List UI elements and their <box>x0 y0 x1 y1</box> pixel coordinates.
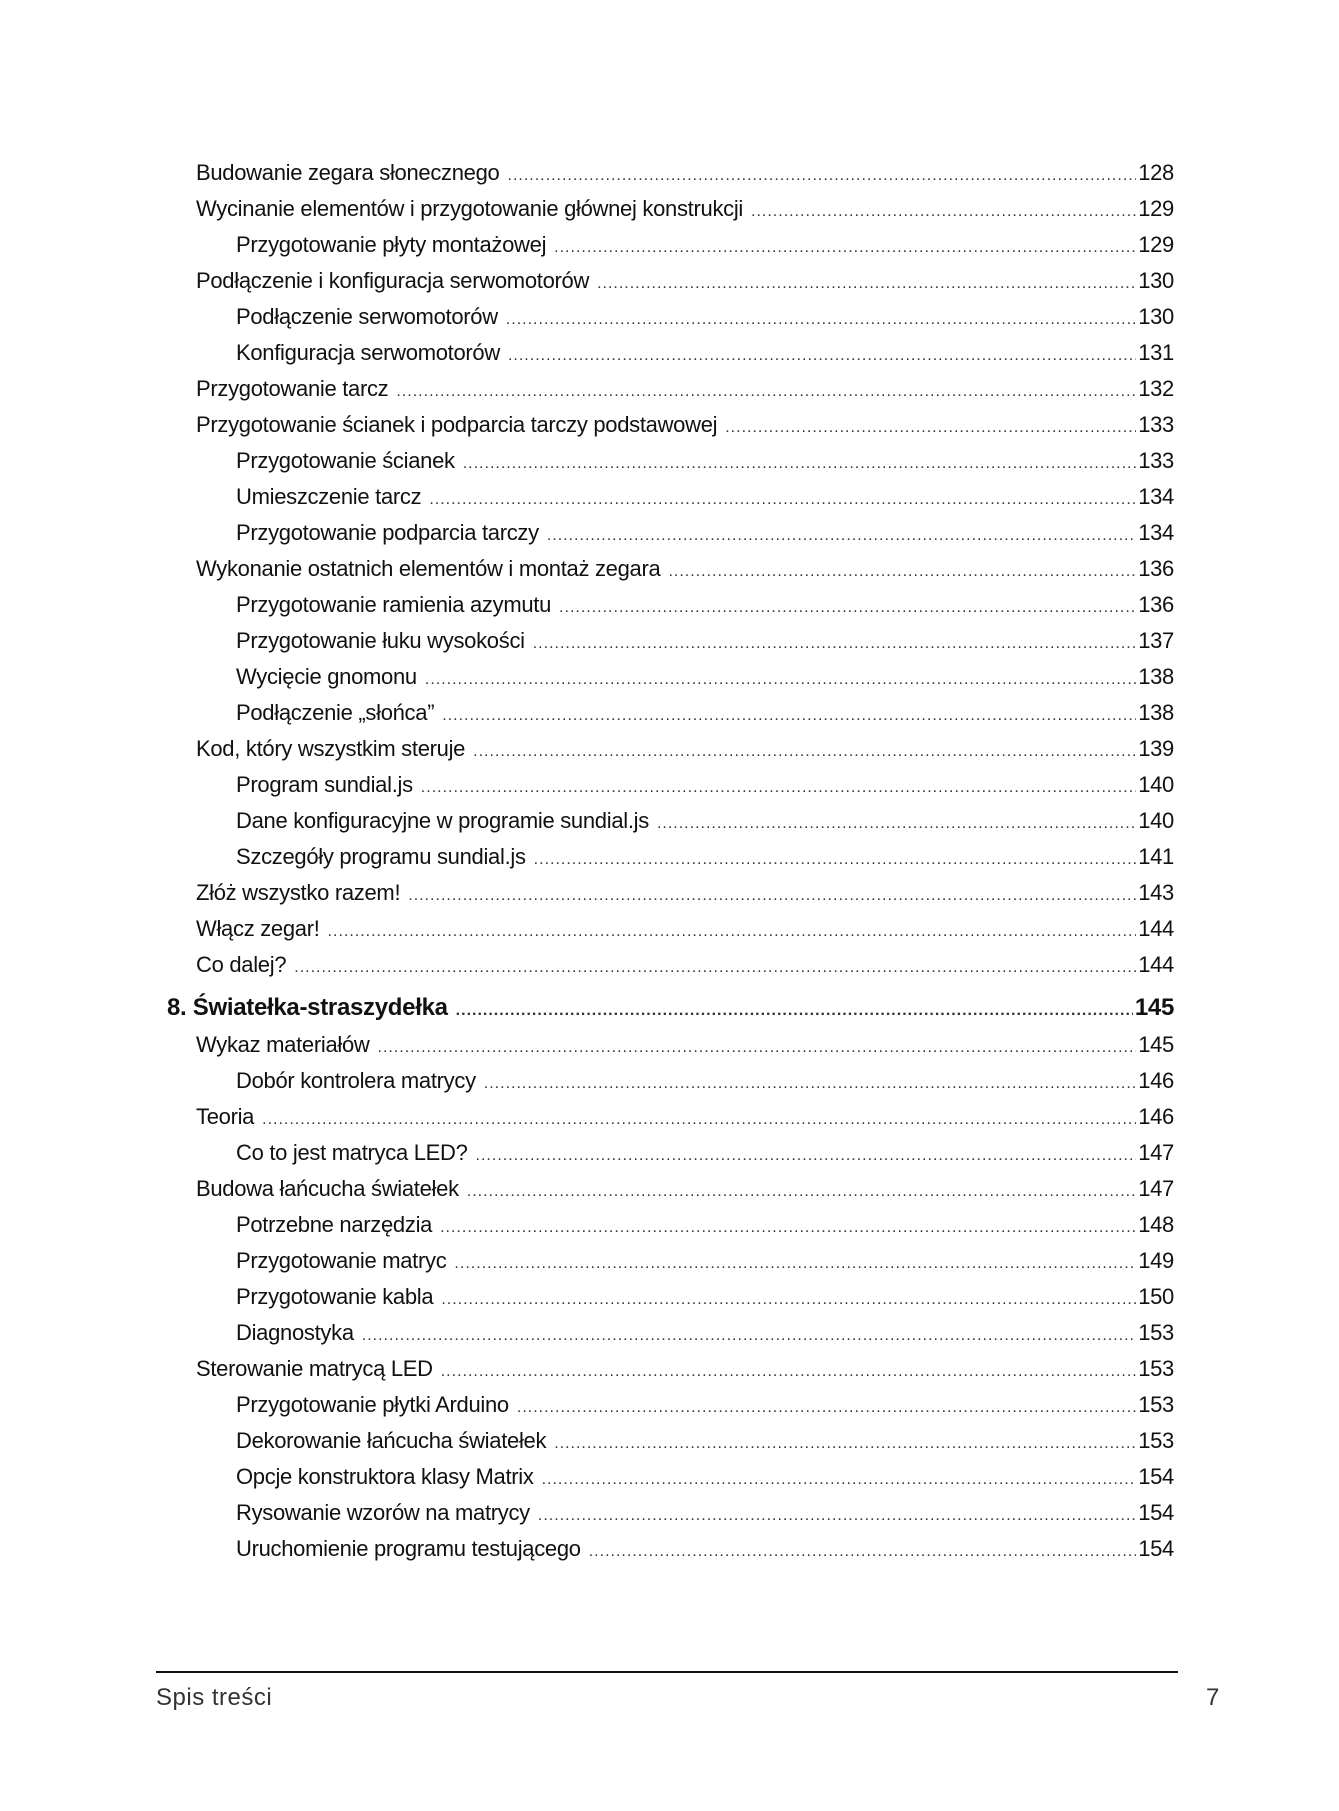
toc-dot-leader <box>508 338 1136 374</box>
toc-entry-page: 150 <box>1138 1284 1174 1309</box>
toc-dot-leader <box>554 1426 1136 1462</box>
toc-entry[interactable] <box>196 731 1174 767</box>
toc-entry-title: Umieszczenie tarcz <box>236 484 422 509</box>
toc-entry-title: Przygotowanie kabla <box>236 1284 434 1309</box>
toc-entry[interactable] <box>196 407 1174 443</box>
toc-subentry[interactable] <box>196 1459 1174 1495</box>
toc-entry-title: Przygotowanie ramienia azymutu <box>236 592 552 617</box>
toc-entry-title: Uruchomienie programu testującego <box>236 1536 581 1561</box>
toc-entry-title: Co dalej? <box>196 952 287 977</box>
footer-divider <box>156 1671 1178 1673</box>
toc-dot-leader <box>421 770 1136 806</box>
toc-entry-title: Dekorowanie łańcucha światełek <box>236 1428 547 1453</box>
toc-entry-title: Potrzebne narzędzia <box>236 1212 433 1237</box>
toc-dot-leader <box>262 1102 1136 1138</box>
toc-dot-leader <box>725 410 1136 446</box>
toc-entry[interactable] <box>196 191 1174 227</box>
toc-entry-title: Przygotowanie tarcz <box>196 376 389 401</box>
toc-subentry[interactable] <box>196 767 1174 803</box>
toc-entry-page: 149 <box>1138 1248 1174 1273</box>
toc-dot-leader <box>508 158 1137 194</box>
toc-entry-title: Opcje konstruktora klasy Matrix <box>236 1464 534 1489</box>
toc-dot-leader <box>441 1354 1136 1390</box>
toc-entry-page: 154 <box>1138 1464 1174 1489</box>
toc-chapter-heading[interactable] <box>167 983 1174 1027</box>
toc-entry-title: Przygotowanie matryc <box>236 1248 447 1273</box>
toc-entry-title: Konfiguracja serwomotorów <box>236 340 500 365</box>
toc-dot-leader <box>589 1534 1136 1570</box>
toc-dot-leader <box>454 1246 1136 1282</box>
toc-dot-leader <box>378 1030 1137 1066</box>
toc-entry[interactable] <box>196 1099 1174 1135</box>
toc-subentry[interactable] <box>196 587 1174 623</box>
toc-chapter-page: 145 <box>1134 994 1174 1021</box>
toc-dot-leader <box>425 662 1136 698</box>
toc-entry-title: Teoria <box>196 1104 255 1129</box>
toc-entry[interactable] <box>196 947 1174 983</box>
toc-entry-page: 140 <box>1138 772 1174 797</box>
toc-dot-leader <box>657 806 1136 842</box>
toc-entry-title: Budowa łańcucha światełek <box>196 1176 459 1201</box>
toc-entry-title: Szczegóły programu sundial.js <box>236 844 526 869</box>
toc-entry-page: 154 <box>1138 1536 1174 1561</box>
toc-subentry[interactable] <box>196 623 1174 659</box>
toc-entry[interactable] <box>196 911 1174 947</box>
toc-dot-leader <box>467 1174 1136 1210</box>
toc-dot-leader <box>476 1138 1137 1174</box>
toc-entry-page: 136 <box>1138 556 1174 581</box>
toc-dot-leader <box>506 302 1136 338</box>
toc-entry[interactable] <box>196 875 1174 911</box>
toc-subentry[interactable] <box>196 1063 1174 1099</box>
toc-dot-leader <box>538 1498 1136 1534</box>
toc-entry-page: 134 <box>1138 520 1174 545</box>
toc-dot-leader <box>542 1462 1137 1498</box>
toc-entry-page: 147 <box>1138 1140 1174 1165</box>
toc-subentry[interactable] <box>196 1495 1174 1531</box>
toc-entry-page: 136 <box>1138 592 1174 617</box>
toc-entry-title: Dobór kontrolera matrycy <box>236 1068 476 1093</box>
toc-entry[interactable] <box>196 371 1174 407</box>
toc-entry-title: Wycięcie gnomonu <box>236 664 417 689</box>
toc-entry-title: Przygotowanie płyty montażowej <box>236 232 547 257</box>
toc-entry-page: 133 <box>1138 448 1174 473</box>
toc-entry-page: 130 <box>1138 268 1174 293</box>
toc-dot-leader <box>440 1210 1136 1246</box>
toc-subentry[interactable] <box>196 299 1174 335</box>
toc-subentry[interactable] <box>196 1531 1174 1567</box>
toc-subentry[interactable] <box>196 839 1174 875</box>
toc-dot-leader <box>328 914 1137 950</box>
toc-dot-leader <box>362 1318 1136 1354</box>
toc-entry-title: Sterowanie matrycą LED <box>196 1356 433 1381</box>
toc-entry-page: 138 <box>1138 664 1174 689</box>
toc-entry-title: Przygotowanie podparcia tarczy <box>236 520 539 545</box>
toc-dot-leader <box>442 698 1136 734</box>
toc-subentry[interactable] <box>196 1279 1174 1315</box>
toc-entry[interactable] <box>196 1171 1174 1207</box>
toc-entry-title: Dane konfiguracyjne w programie sundial.js <box>236 808 649 833</box>
toc-entry-title: Kod, który wszystkim steruje <box>196 736 466 761</box>
toc-dot-leader <box>559 590 1136 626</box>
toc-entry-page: 148 <box>1138 1212 1174 1237</box>
toc-subentry[interactable] <box>196 1387 1174 1423</box>
toc-dot-leader <box>429 482 1136 518</box>
toc-dot-leader <box>408 878 1136 914</box>
toc-entry-title: Przygotowanie łuku wysokości <box>236 628 525 653</box>
footer-section-title: Spis treści <box>156 1684 273 1711</box>
toc-entry-page: 147 <box>1138 1176 1174 1201</box>
toc-entry-title: Diagnostyka <box>236 1320 354 1345</box>
toc-dot-leader <box>294 950 1136 986</box>
toc-dot-leader <box>547 518 1136 554</box>
toc-subentry[interactable] <box>196 1135 1174 1171</box>
toc-entry-page: 141 <box>1138 844 1174 869</box>
toc-entry-page: 144 <box>1138 952 1174 977</box>
toc-entry-page: 138 <box>1138 700 1174 725</box>
toc-entry-title: Podłączenie serwomotorów <box>236 304 498 329</box>
toc-subentry[interactable] <box>196 443 1174 479</box>
toc-entry-title: Co to jest matryca LED? <box>236 1140 468 1165</box>
toc-entry-title: Przygotowanie płytki Arduino <box>236 1392 509 1417</box>
toc-entry[interactable] <box>196 263 1174 299</box>
toc-entry-page: 131 <box>1138 340 1174 365</box>
toc-dot-leader <box>441 1282 1136 1318</box>
toc-entry-page: 146 <box>1138 1104 1174 1129</box>
toc-dot-leader <box>463 446 1136 482</box>
toc-entry-page: 144 <box>1138 916 1174 941</box>
toc-entry-page: 145 <box>1138 1032 1174 1057</box>
toc-dot-leader <box>396 374 1136 410</box>
toc-entry-title: Włącz zegar! <box>196 916 320 941</box>
toc-entry-page: 137 <box>1138 628 1174 653</box>
toc-entry-page: 134 <box>1138 484 1174 509</box>
toc-entry-title: Podłączenie „słońca” <box>236 700 435 725</box>
toc-subentry[interactable] <box>196 335 1174 371</box>
toc-dot-leader <box>517 1390 1136 1426</box>
toc-dot-leader <box>473 734 1136 770</box>
toc-entry[interactable] <box>196 1351 1174 1387</box>
toc-dot-leader <box>533 626 1136 662</box>
toc-dot-leader <box>534 842 1137 878</box>
toc-dot-leader <box>751 194 1136 230</box>
toc-entry-page: 153 <box>1138 1356 1174 1381</box>
toc-subentry[interactable] <box>196 515 1174 551</box>
toc-entry-page: 154 <box>1138 1500 1174 1525</box>
toc-entry-title: Przygotowanie ścianek <box>236 448 455 473</box>
toc-entry-page: 146 <box>1138 1068 1174 1093</box>
toc-subentry[interactable] <box>196 659 1174 695</box>
toc-dot-leader <box>484 1066 1136 1102</box>
toc-dot-leader <box>668 554 1136 590</box>
toc-dot-leader <box>554 230 1136 266</box>
toc-entry-title: Podłączenie i konfiguracja serwomotorów <box>196 268 590 293</box>
toc-entry-title: Wykaz materiałów <box>196 1032 370 1057</box>
toc-entry-title: Program sundial.js <box>236 772 413 797</box>
toc-subentry[interactable] <box>196 479 1174 515</box>
toc-entry-title: Rysowanie wzorów na matrycy <box>236 1500 530 1525</box>
toc-entry-title: Budowanie zegara słonecznego <box>196 160 500 185</box>
toc-subentry[interactable] <box>196 1315 1174 1351</box>
table-of-contents <box>167 155 1174 1567</box>
toc-chapter-title: 8. Światełka-straszydełka <box>167 994 448 1021</box>
toc-entry-page: 140 <box>1138 808 1174 833</box>
toc-entry-title: Złóż wszystko razem! <box>196 880 401 905</box>
toc-entry-page: 143 <box>1138 880 1174 905</box>
toc-entry-title: Wycinanie elementów i przygotowanie głównej konstrukcji <box>196 196 744 221</box>
toc-entry-page: 153 <box>1138 1320 1174 1345</box>
toc-entry-page: 129 <box>1138 196 1174 221</box>
toc-entry-page: 128 <box>1138 160 1174 185</box>
toc-entry-title: Przygotowanie ścianek i podparcia tarczy podstawowej <box>196 412 718 437</box>
toc-dot-leader <box>597 266 1136 302</box>
toc-dot-leader <box>456 986 1133 1036</box>
toc-subentry[interactable] <box>196 1207 1174 1243</box>
toc-entry-page: 132 <box>1138 376 1174 401</box>
toc-subentry[interactable] <box>196 695 1174 731</box>
toc-entry[interactable] <box>196 1027 1174 1063</box>
toc-entry-title: Wykonanie ostatnich elementów i montaż zegara <box>196 556 661 581</box>
toc-entry-page: 139 <box>1138 736 1174 761</box>
toc-entry-page: 153 <box>1138 1392 1174 1417</box>
toc-entry-page: 133 <box>1138 412 1174 437</box>
toc-entry-page: 129 <box>1138 232 1174 257</box>
toc-subentry[interactable] <box>196 1423 1174 1459</box>
toc-entry[interactable] <box>196 155 1174 191</box>
toc-subentry[interactable] <box>196 803 1174 839</box>
footer-page-number: 7 <box>1206 1684 1220 1711</box>
toc-subentry[interactable] <box>196 1243 1174 1279</box>
toc-entry-page: 153 <box>1138 1428 1174 1453</box>
toc-entry[interactable] <box>196 551 1174 587</box>
toc-entry-page: 130 <box>1138 304 1174 329</box>
toc-subentry[interactable] <box>196 227 1174 263</box>
